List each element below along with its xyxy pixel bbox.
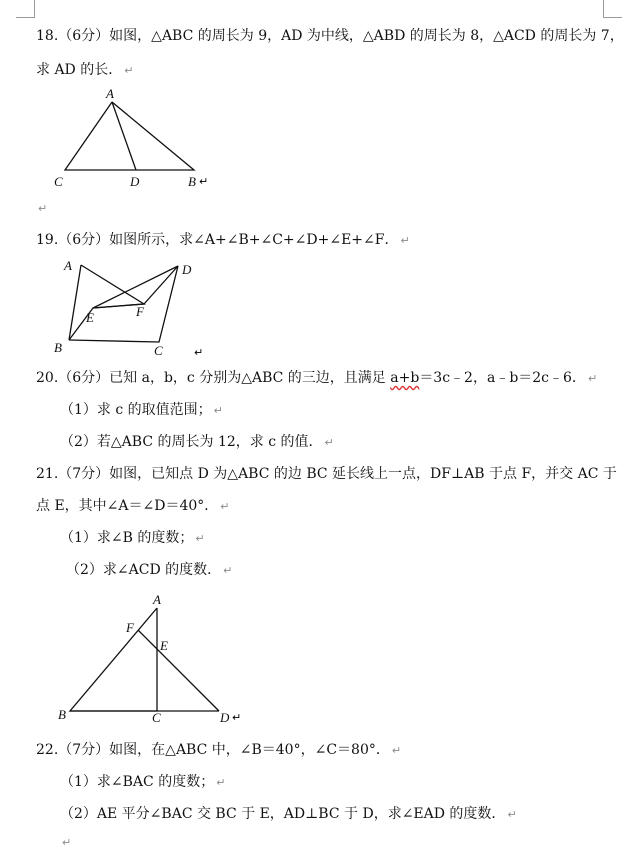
label-c: C — [152, 710, 161, 725]
paragraph-mark: ↵ — [194, 346, 204, 359]
paragraph-mark: ↵ — [199, 175, 209, 188]
problem-21-line-2: 点 E，其中∠A＝∠D＝40°． ↵ — [36, 498, 230, 514]
problem-19-line-1: 19.（6分）如图所示，求∠A+∠B+∠C+∠D+∠E+∠F． ↵ — [36, 232, 410, 248]
paragraph-mark: ↵ — [216, 776, 226, 789]
page-corner-mark-left-h — [16, 17, 35, 18]
paragraph-mark: ↵ — [587, 372, 598, 385]
paragraph-mark: ↵ — [220, 500, 230, 513]
paragraph-mark: ↵ — [223, 564, 233, 577]
page-corner-mark-left-v — [34, 0, 35, 18]
paragraph-mark: ↵ — [507, 808, 517, 821]
problem-22-line-1: 22.（7分）如图，在△ABC 中，∠B＝40°，∠C＝80°． ↵ — [36, 742, 402, 758]
label-c: C — [154, 343, 163, 358]
problem-22-q2: （2）AE 平分∠BAC 交 BC 于 E，AD⊥BC 于 D，求∠EAD 的度数． ↵ — [60, 806, 517, 822]
label-a: A — [153, 592, 161, 607]
problem-22-q1: （1）求∠BAC 的度数； ↵ — [60, 774, 226, 790]
label-d: D — [130, 174, 140, 189]
page-corner-mark-right-h — [603, 17, 622, 18]
empty-paragraph: ↵ — [62, 836, 72, 849]
paragraph-mark: ↵ — [124, 64, 134, 77]
paragraph-mark: ↵ — [195, 532, 205, 545]
problem-18-figure — [50, 86, 220, 192]
paragraph-mark: ↵ — [232, 711, 242, 724]
triangle-abc — [65, 102, 194, 170]
label-d: D — [220, 710, 230, 725]
problem-20-line-1: 20.（6分）已知 a，b，c 分别为△ABC 的三边，且满足 a+b＝3c﹣2，a﹣b＝2c﹣6． ↵ — [36, 370, 598, 386]
page-corner-mark-right-v — [603, 0, 604, 18]
quad-d-e-f-c — [69, 266, 178, 342]
paragraph-mark: ↵ — [213, 404, 223, 417]
label-f: F — [136, 304, 144, 319]
label-b: B — [54, 340, 62, 355]
paragraph-mark: ↵ — [391, 744, 402, 757]
spellcheck-underline: a+b — [390, 370, 420, 386]
problem-21-line-1: 21.（7分）如图，已知点 D 为△ABC 的边 BC 延长线上一点，DF⊥AB 于点 F，并交 AC 于 — [36, 466, 617, 482]
line-df — [138, 630, 219, 711]
label-a: A — [106, 86, 114, 101]
problem-20-q1: （1）求 c 的取值范围； ↵ — [60, 402, 223, 418]
paragraph-mark: ↵ — [324, 436, 334, 449]
quad-a-f-e-b — [69, 265, 144, 340]
triangle-abc — [70, 608, 157, 711]
label-e: E — [86, 310, 94, 325]
label-b: B — [188, 174, 196, 189]
label-f: F — [126, 620, 134, 635]
label-e: E — [160, 638, 168, 653]
problem-18-line-2: 求 AD 的长． ↵ — [36, 62, 134, 78]
problem-21-q2: （2）求∠ACD 的度数． ↵ — [66, 562, 233, 578]
problem-21-q1: （1）求∠B 的度数； ↵ — [60, 530, 205, 546]
empty-paragraph: ↵ — [38, 202, 48, 215]
label-a: A — [64, 258, 72, 273]
paragraph-mark: ↵ — [400, 234, 410, 247]
problem-19-figure — [52, 256, 212, 360]
label-b: B — [58, 707, 66, 722]
problem-20-q2: （2）若△ABC 的周长为 12，求 c 的值． ↵ — [60, 434, 334, 450]
label-c: C — [54, 174, 63, 189]
problem-21-figure — [54, 592, 254, 728]
problem-18-line-1: 18.（6分）如图，△ABC 的周长为 9，AD 为中线，△ABD 的周长为 8，△ACD 的周长为 7， — [36, 28, 624, 44]
label-d: D — [182, 262, 192, 277]
